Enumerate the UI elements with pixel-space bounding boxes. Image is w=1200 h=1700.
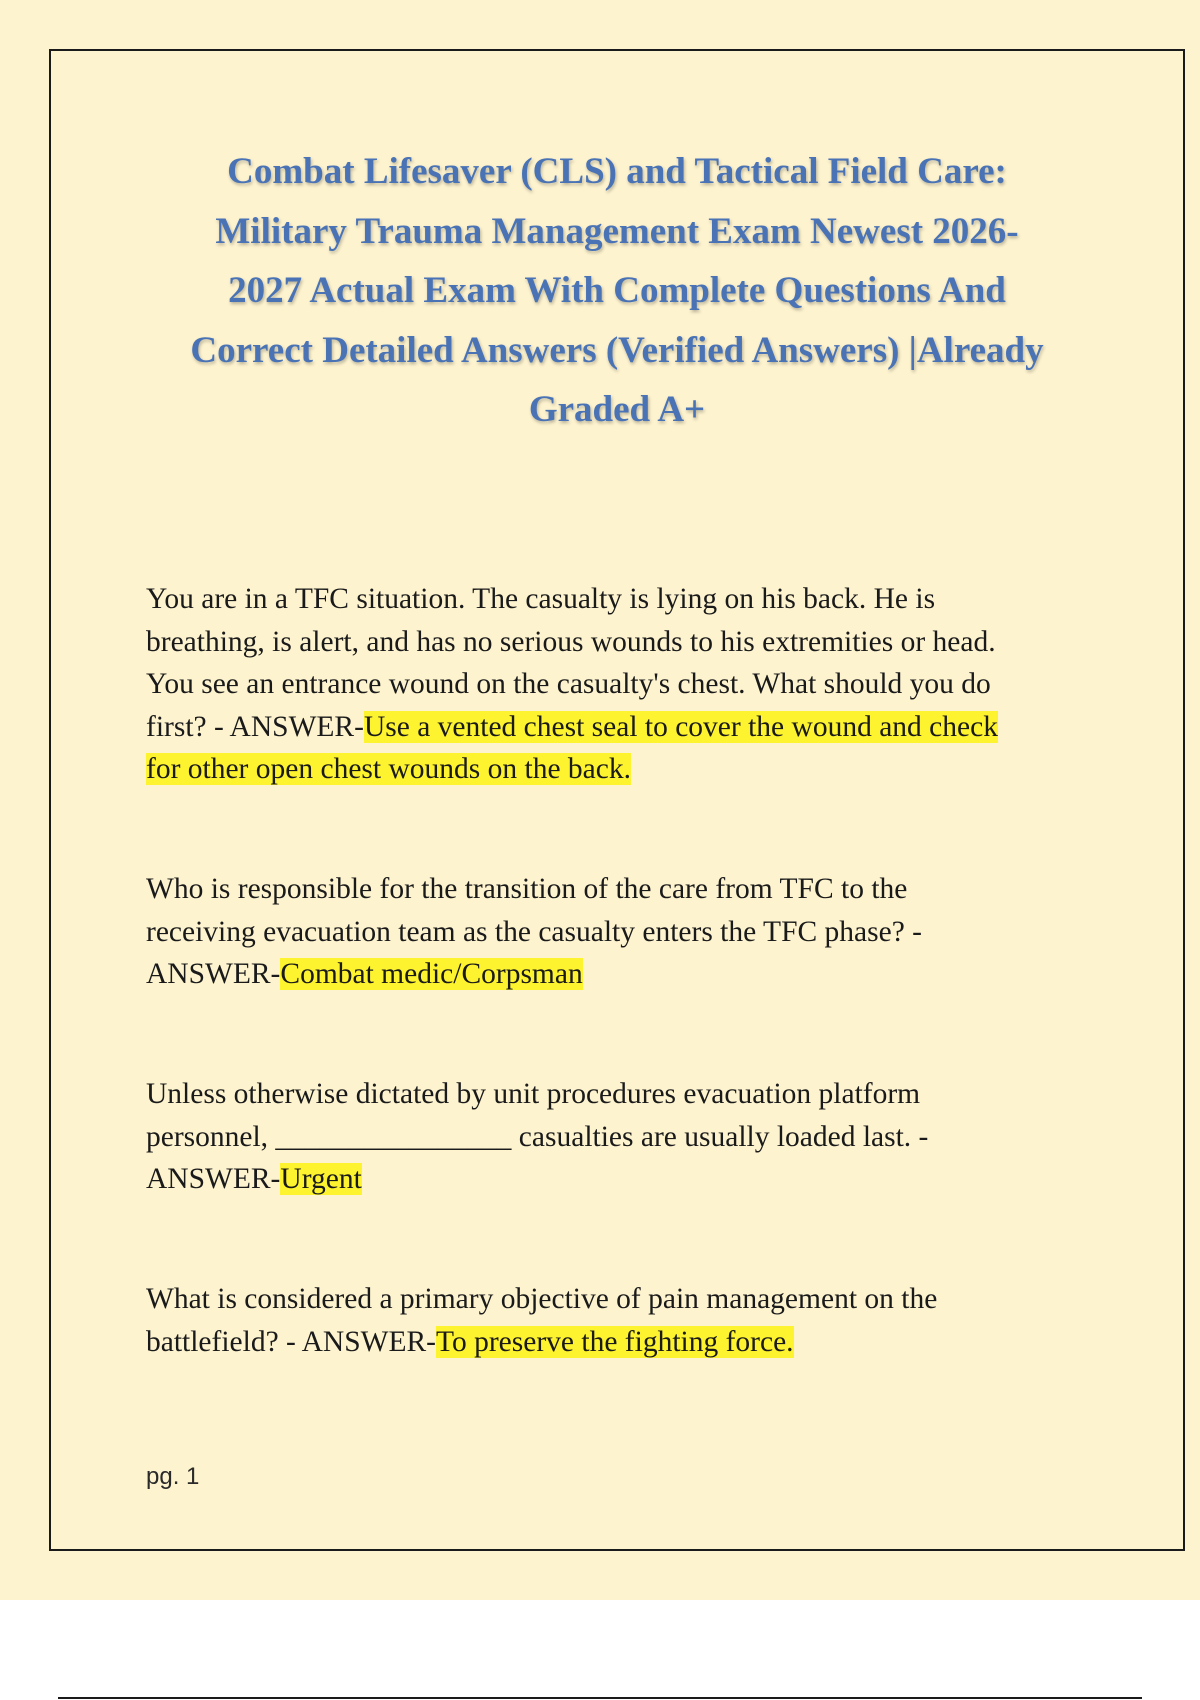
title-line: Military Trauma Management Exam Newest 2026-	[215, 210, 1019, 252]
title-line: Graded A+	[528, 389, 706, 430]
answer-prefix: ANSWER-	[146, 1163, 281, 1195]
question-line: You are in a TFC situation. The casualty is lying on his back. He is	[146, 583, 936, 615]
question-line: Who is responsible for the transition of the care from TFC to the	[146, 873, 908, 905]
title-line: Correct Detailed Answers (Verified Answers) |Already	[190, 329, 1044, 371]
answer-highlight: To preserve the fighting force.	[436, 1325, 794, 1358]
answer-highlight: for other open chest wounds on the back.	[146, 753, 631, 785]
title-line: Combat Lifesaver (CLS) and Tactical Field Care:	[227, 151, 1007, 192]
answer-highlight: Urgent	[280, 1163, 362, 1195]
qa-item-2	[146, 868, 1086, 996]
qa-item-3	[146, 1073, 1086, 1201]
answer-highlight: Combat medic/Corpsman	[280, 958, 583, 990]
title-line: 2027 Actual Exam With Complete Questions And	[228, 270, 1006, 311]
qa-item-4	[146, 1278, 1086, 1363]
divider	[58, 1697, 1142, 1699]
answer-prefix: ANSWER-	[146, 958, 281, 990]
question-line: Unless otherwise dictated by unit procedures evacuation platform	[146, 1078, 921, 1110]
question-line: What is considered a primary objective of pain management on the	[146, 1283, 938, 1315]
question-line: personnel, ________________ casualties are usually loaded last. -	[146, 1120, 929, 1153]
answer-prefix: battlefield? - ANSWER-	[146, 1325, 437, 1358]
page-number: pg. 1	[146, 1463, 200, 1490]
question-line: You see an entrance wound on the casualty's chest. What should you do	[146, 668, 991, 700]
question-line: receiving evacuation team as the casualty enters the TFC phase? -	[146, 915, 922, 948]
document-title	[120, 142, 1114, 440]
question-line: breathing, is alert, and has no serious wounds to his extremities or head.	[146, 625, 996, 658]
answer-highlight: Use a vented chest seal to cover the wound and check	[363, 710, 998, 743]
answer-prefix: first? - ANSWER-	[146, 710, 364, 743]
qa-item-1	[146, 578, 1086, 791]
